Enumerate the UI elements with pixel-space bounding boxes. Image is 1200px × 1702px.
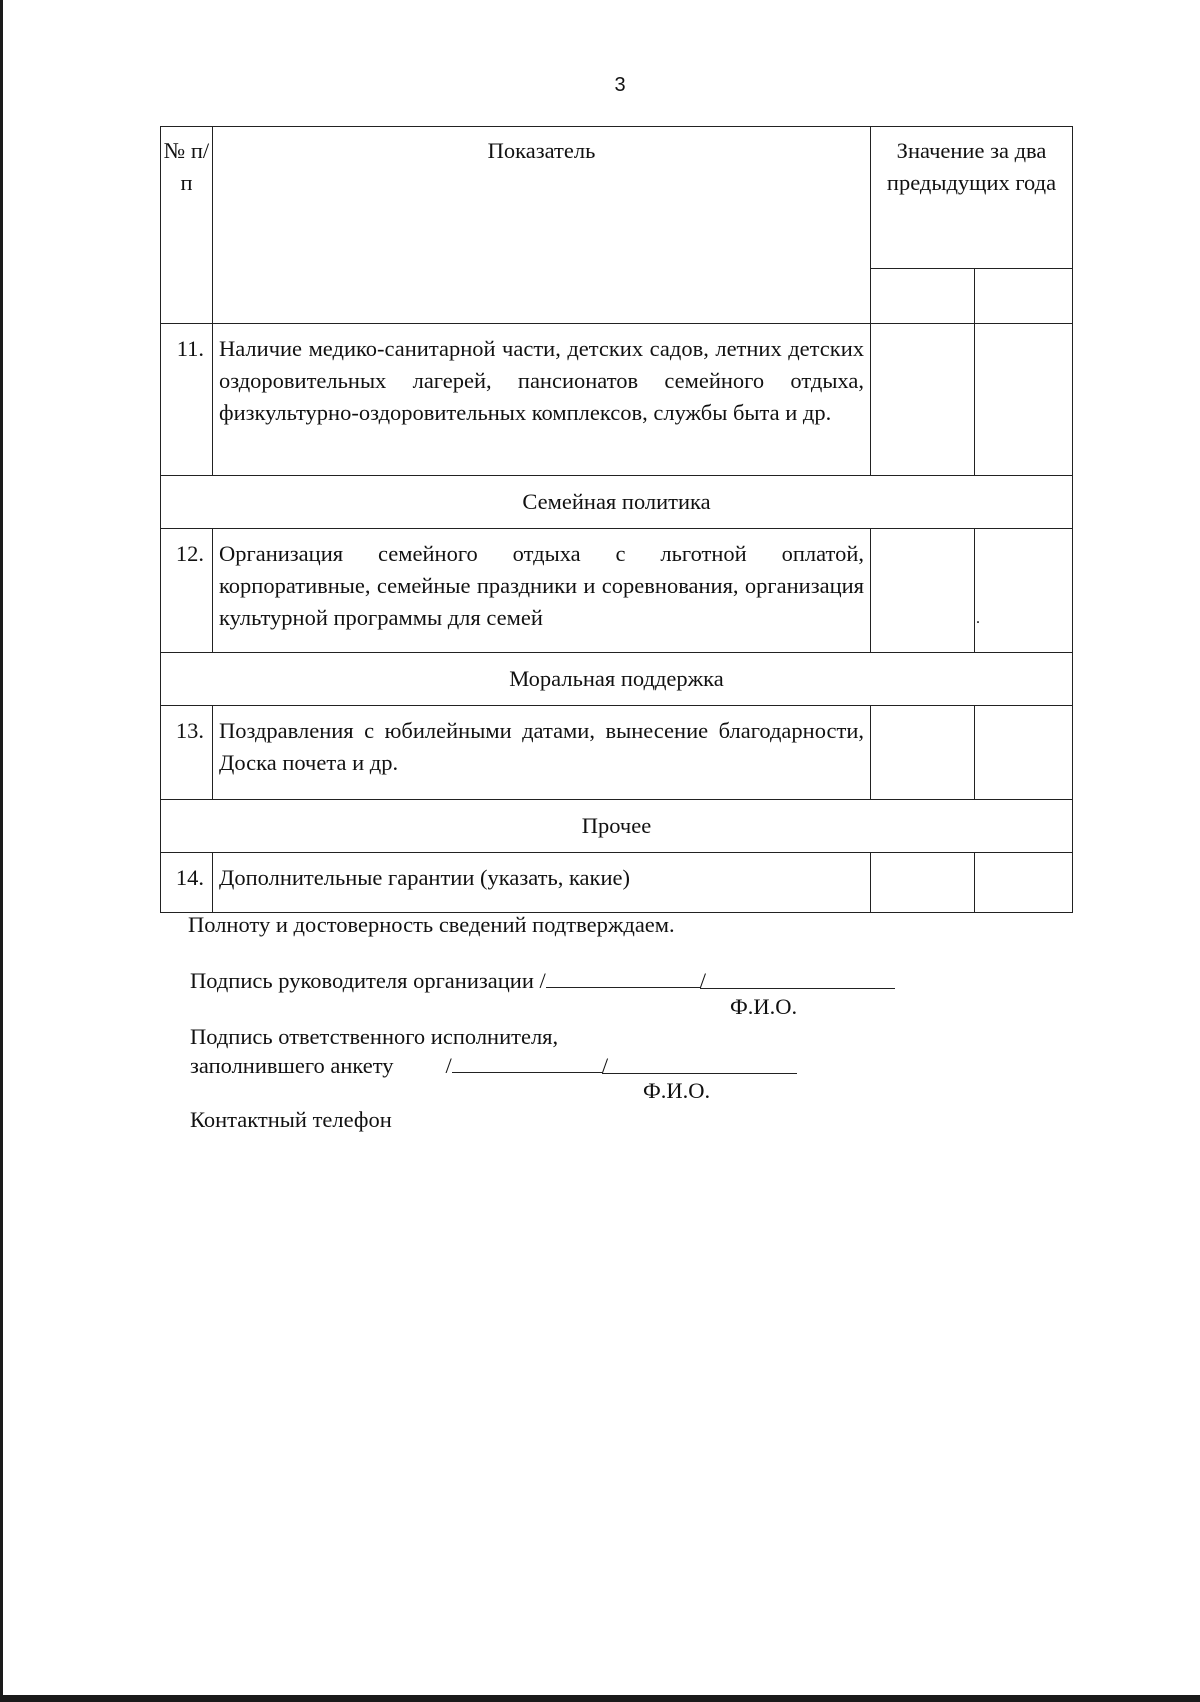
section-title: Семейная политика xyxy=(161,476,1073,529)
executor-slash-2: / xyxy=(601,1053,609,1078)
row-number: 14. xyxy=(161,853,213,913)
value-cell-year-2 xyxy=(975,706,1073,800)
head-slash: / xyxy=(699,968,707,993)
executor-name-blank[interactable] xyxy=(601,1051,797,1078)
executor-slash-1: / xyxy=(445,1053,452,1078)
head-fio-caption: Ф.И.О. xyxy=(730,994,798,1019)
indicators-table xyxy=(160,126,1073,913)
indicator-text: Поздравления с юбилейными датами, вынесение благодарности, Доска почета и др. xyxy=(213,706,871,800)
value-cell-year-2 xyxy=(975,529,1073,653)
executor-signature-line xyxy=(190,1050,797,1081)
value-cell-year-2 xyxy=(975,853,1073,913)
value-cell-year-1 xyxy=(871,706,975,800)
table-row xyxy=(161,853,1073,913)
value-cell-year-1 xyxy=(871,324,975,476)
scan-bottom-edge xyxy=(0,1695,1200,1702)
num-column-header: № п/п xyxy=(161,127,213,324)
indicator-text: Дополнительные гарантии (указать, какие) xyxy=(213,853,871,913)
row-number: 12. xyxy=(161,529,213,653)
value-cell-year-2 xyxy=(975,324,1073,476)
executor-signature-label-line1: Подпись ответственного исполнителя, xyxy=(190,1024,559,1049)
head-signature-blank[interactable] xyxy=(546,965,700,988)
section-row xyxy=(161,653,1073,706)
value-column-header: Значение за два предыдущих года xyxy=(871,127,1073,269)
confirmation-text: Полноту и достоверность сведений подтверждаем. xyxy=(188,912,675,937)
head-signature-label: Подпись руководителя организации / xyxy=(190,968,546,993)
value-year-2-header xyxy=(975,268,1073,323)
value-cell-year-1 xyxy=(871,853,975,913)
section-row xyxy=(161,800,1073,853)
indicator-text: Организация семейного отдыха с льготной оплатой, корпоративные, семейные праздники и соревнования, организация культурной программы для семей xyxy=(213,529,871,653)
table-row xyxy=(161,529,1073,653)
row-number: 11. xyxy=(161,324,213,476)
row-number: 13. xyxy=(161,706,213,800)
executor-signature-label-line2: заполнившего анкету xyxy=(190,1053,394,1078)
table-header-row xyxy=(161,127,1073,269)
head-signature-line xyxy=(190,965,895,996)
contact-phone-label: Контактный телефон xyxy=(190,1107,392,1132)
value-cell-year-1 xyxy=(871,529,975,653)
section-title: Моральная поддержка xyxy=(161,653,1073,706)
scan-left-edge xyxy=(0,0,3,1702)
table-row xyxy=(161,706,1073,800)
stray-mark: . xyxy=(976,610,980,627)
head-name-blank[interactable] xyxy=(699,966,895,993)
table-row xyxy=(161,324,1073,476)
executor-signature-blank[interactable] xyxy=(452,1050,602,1073)
section-row xyxy=(161,476,1073,529)
indicator-text: Наличие медико-санитарной части, детских садов, летних детских оздоровительных лагерей, пансионатов семейного отдыха, физкультурно-оздоровительных комплексов, службы быта и др. xyxy=(213,324,871,476)
executor-fio-caption: Ф.И.О. xyxy=(643,1078,711,1103)
page-number: 3 xyxy=(614,74,626,96)
value-year-1-header xyxy=(871,268,975,323)
section-title: Прочее xyxy=(161,800,1073,853)
indicator-column-header: Показатель xyxy=(213,127,871,324)
